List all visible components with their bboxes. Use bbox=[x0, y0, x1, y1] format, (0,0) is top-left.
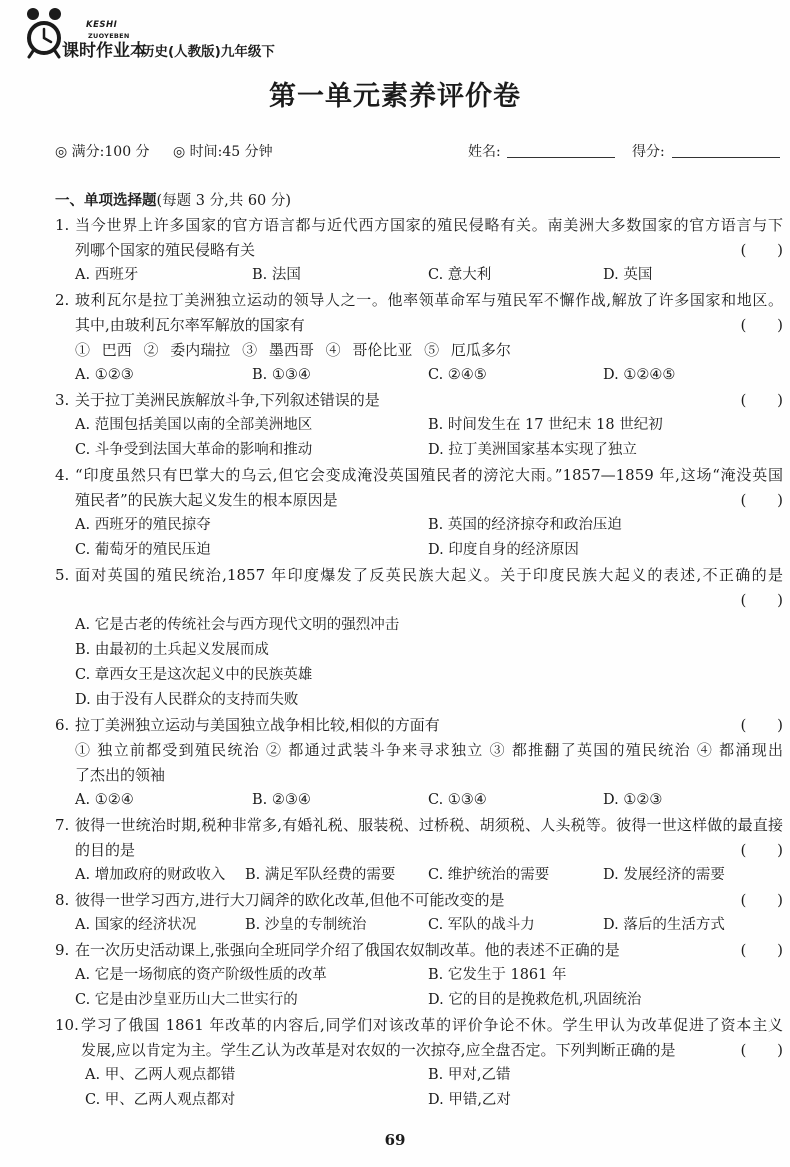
answer-bracket-line bbox=[55, 588, 785, 613]
question-text: 彼得一世统治时期,税种非常多,有婚礼税、服装税、过桥税、胡须税、人头税等。彼得一世这样做的最直接 bbox=[75, 816, 783, 834]
question-text-line bbox=[55, 213, 785, 238]
name-label: 姓名: bbox=[468, 144, 501, 160]
question-text: 彼得一世学习西方,进行大刀阔斧的欧化改革,但他不可能改变的是 bbox=[75, 891, 505, 909]
question-text: 的目的是 bbox=[75, 841, 136, 859]
option-d: D. 英国 bbox=[603, 267, 653, 283]
question-text-line bbox=[55, 888, 785, 913]
exam-info-row bbox=[0, 140, 790, 164]
question-text-line bbox=[55, 238, 785, 263]
options-row bbox=[55, 1063, 785, 1088]
answer-bracket[interactable]: ( ) bbox=[740, 391, 783, 409]
options-row bbox=[55, 1088, 785, 1113]
option-d: D. 它的目的是挽救危机,巩固统治 bbox=[428, 992, 642, 1008]
option-a: A. 西班牙的殖民掠夺 bbox=[75, 517, 211, 533]
question-number: 5. bbox=[55, 566, 70, 584]
question-text: 在一次历史活动课上,张强向全班同学介绍了俄国农奴制改革。他的表述不正确的是 bbox=[75, 941, 620, 959]
section-scoring-note: (每题 3 分,共 60 分) bbox=[156, 193, 292, 209]
option-b: B. 时间发生在 17 世纪末 18 世纪初 bbox=[428, 417, 663, 433]
question-text: 关于拉丁美洲民族解放斗争,下列叙述错误的是 bbox=[75, 391, 380, 409]
question-text: 发展,应以肯定为主。学生乙认为改革是对农奴的一次掠夺,应全盘否定。下列判断正确的是 bbox=[81, 1041, 676, 1059]
question-text: 拉丁美洲独立运动与美国独立战争相比较,相似的方面有 bbox=[75, 716, 440, 734]
option-d: D. ①②④⑤ bbox=[603, 367, 676, 383]
logo-pinyin-top: KESHI bbox=[86, 20, 118, 30]
question-text-line bbox=[55, 463, 785, 488]
alarm-clock-logo-icon bbox=[22, 5, 66, 59]
option-d: D. ①②③ bbox=[603, 792, 663, 808]
option-c: C. 军队的战斗力 bbox=[428, 917, 535, 933]
option-c: C. 甲、乙两人观点都对 bbox=[85, 1092, 236, 1108]
answer-bracket[interactable]: ( ) bbox=[740, 591, 783, 609]
option-c: C. 葡萄牙的殖民压迫 bbox=[75, 542, 211, 558]
option-c: C. 意大利 bbox=[428, 267, 492, 283]
answer-bracket[interactable]: ( ) bbox=[740, 941, 783, 959]
question-text-line bbox=[55, 813, 785, 838]
question-number: 7. bbox=[55, 816, 70, 834]
options-row bbox=[55, 863, 785, 888]
question-text-line bbox=[55, 763, 785, 788]
option-a: A. 它是古老的传统社会与西方现代文明的强烈冲击 bbox=[75, 617, 400, 633]
section-title: 一、单项选择题 bbox=[55, 192, 157, 209]
subject-label: 历史(人教版)九年级下 bbox=[141, 44, 275, 60]
page-title: 第一单元素养评价卷 bbox=[269, 81, 521, 112]
option-a: A. 增加政府的财政收入 bbox=[75, 867, 226, 883]
options-row bbox=[55, 988, 785, 1013]
name-field[interactable] bbox=[507, 142, 615, 158]
question-text: 面对英国的殖民统治,1857 年印度爆发了反英民族大起义。关于印度民族大起义的表述,不正确的是 bbox=[75, 566, 783, 584]
option-b: B. 沙皇的专制统治 bbox=[245, 917, 367, 933]
options-row bbox=[55, 438, 785, 463]
question-text: 其中,由玻利瓦尔率军解放的国家有 bbox=[75, 316, 305, 334]
question-10 bbox=[55, 1013, 785, 1113]
score-label: 得分: bbox=[632, 144, 665, 160]
answer-bracket[interactable]: ( ) bbox=[740, 891, 783, 909]
option-b: B. 满足军队经费的需要 bbox=[245, 867, 396, 883]
option-d: D. 发展经济的需要 bbox=[603, 867, 725, 883]
option-b: B. ①③④ bbox=[252, 367, 311, 383]
question-text: 列哪个国家的殖民侵略有关 bbox=[75, 241, 256, 259]
question-text: 玻利瓦尔是拉丁美洲独立运动的领导人之一。他率领革命军与殖民军不懈作战,解放了许多国家和地区。 bbox=[75, 291, 783, 309]
question-text-line bbox=[55, 1038, 785, 1063]
score-field[interactable] bbox=[672, 142, 780, 158]
question-2 bbox=[55, 288, 785, 388]
question-text-line bbox=[55, 288, 785, 313]
question-number: 9. bbox=[55, 941, 70, 959]
question-text-line bbox=[55, 488, 785, 513]
answer-bracket[interactable]: ( ) bbox=[740, 316, 783, 334]
answer-bracket[interactable]: ( ) bbox=[740, 841, 783, 859]
page-number: 69 bbox=[384, 1131, 406, 1149]
option-c: C. ①③④ bbox=[428, 792, 487, 808]
question-text-line bbox=[55, 388, 785, 413]
option-c: C. 它是由沙皇亚历山大二世实行的 bbox=[75, 992, 298, 1008]
question-1 bbox=[55, 213, 785, 288]
options-row bbox=[55, 913, 785, 938]
question-text: 殖民者”的民族大起义发生的根本原因是 bbox=[75, 491, 338, 509]
answer-bracket[interactable]: ( ) bbox=[740, 491, 783, 509]
answer-bracket[interactable]: ( ) bbox=[740, 716, 783, 734]
option-a: A. 西班牙 bbox=[75, 267, 139, 283]
option-d: D. 甲错,乙对 bbox=[428, 1092, 511, 1108]
options-row bbox=[55, 963, 785, 988]
option-b: B. 它发生于 1861 年 bbox=[428, 967, 567, 983]
option-c: C. ②④⑤ bbox=[428, 367, 487, 383]
option-d: D. 落后的生活方式 bbox=[603, 917, 725, 933]
question-text-line bbox=[55, 938, 785, 963]
question-8 bbox=[55, 888, 785, 938]
answer-bracket[interactable]: ( ) bbox=[740, 1041, 783, 1059]
question-text-line bbox=[55, 738, 785, 763]
question-5 bbox=[55, 563, 785, 713]
question-list bbox=[55, 188, 785, 1113]
question-text-line bbox=[55, 563, 785, 588]
options-row bbox=[55, 638, 785, 663]
option-a: A. ①②④ bbox=[75, 792, 134, 808]
question-number: 4. bbox=[55, 466, 70, 484]
question-text: ① 独立前都受到殖民统治 ② 都通过武装斗争来寻求独立 ③ 都推翻了英国的殖民统治 ④ 都涌现出 bbox=[75, 741, 783, 759]
option-a: A. 甲、乙两人观点都错 bbox=[85, 1067, 236, 1083]
question-text-line bbox=[55, 1013, 785, 1038]
answer-bracket[interactable]: ( ) bbox=[740, 241, 783, 259]
question-text-line bbox=[55, 313, 785, 338]
question-text-line bbox=[55, 838, 785, 863]
logo-pinyin-bottom: ZUOYEBEN bbox=[88, 32, 130, 40]
question-7 bbox=[55, 813, 785, 888]
time-limit-label: ◎ 时间:45 分钟 bbox=[173, 144, 273, 160]
section-heading bbox=[55, 188, 785, 213]
options-row bbox=[55, 663, 785, 688]
option-c: C. 维护统治的需要 bbox=[428, 867, 550, 883]
question-text-line bbox=[55, 713, 785, 738]
option-d: D. 印度自身的经济原因 bbox=[428, 542, 579, 558]
question-9 bbox=[55, 938, 785, 1013]
options-row bbox=[55, 538, 785, 563]
full-score-label: ◎ 满分:100 分 bbox=[55, 144, 150, 160]
option-a: A. ①②③ bbox=[75, 367, 134, 383]
question-text: 当今世界上许多国家的官方语言都与近代西方国家的殖民侵略有关。南美洲大多数国家的官方语言与下 bbox=[75, 216, 783, 234]
question-items: ① 巴西 ② 委内瑞拉 ③ 墨西哥 ④ 哥伦比亚 ⑤ 厄瓜多尔 bbox=[75, 341, 511, 359]
question-number: 8. bbox=[55, 891, 70, 909]
options-row bbox=[55, 413, 785, 438]
question-items-line bbox=[55, 338, 785, 363]
option-b: B. ②③④ bbox=[252, 792, 311, 808]
option-d: D. 拉丁美洲国家基本实现了独立 bbox=[428, 442, 637, 458]
option-c: C. 斗争受到法国大革命的影响和推动 bbox=[75, 442, 313, 458]
option-b: B. 法国 bbox=[252, 267, 301, 283]
option-b: B. 甲对,乙错 bbox=[428, 1067, 511, 1083]
question-3 bbox=[55, 388, 785, 463]
option-a: A. 它是一场彻底的资产阶级性质的改革 bbox=[75, 967, 327, 983]
option-c: C. 章西女王是这次起义中的民族英雄 bbox=[75, 667, 313, 683]
question-text: “印度虽然只有巴掌大的乌云,但它会变成淹没英国殖民者的滂沱大雨。”1857—1859 年,这场“淹没英国 bbox=[75, 466, 783, 484]
option-b: B. 英国的经济掠夺和政治压迫 bbox=[428, 517, 622, 533]
options-row bbox=[55, 263, 785, 288]
options-row bbox=[55, 788, 785, 813]
option-a: A. 国家的经济状况 bbox=[75, 917, 197, 933]
question-number: 6. bbox=[55, 716, 70, 734]
option-d: D. 由于没有人民群众的支持而失败 bbox=[75, 692, 299, 708]
question-4 bbox=[55, 463, 785, 563]
question-number: 1. bbox=[55, 216, 70, 234]
question-number: 2. bbox=[55, 291, 70, 309]
option-a: A. 范围包括美国以南的全部美洲地区 bbox=[75, 417, 313, 433]
question-number: 10. bbox=[55, 1016, 79, 1034]
options-row bbox=[55, 688, 785, 713]
question-number: 3. bbox=[55, 391, 70, 409]
question-text: 了杰出的领袖 bbox=[75, 766, 166, 784]
brand-name: 课时作业本 bbox=[62, 41, 147, 61]
options-row bbox=[55, 613, 785, 638]
options-row bbox=[55, 513, 785, 538]
option-b: B. 由最初的土兵起义发展而成 bbox=[75, 642, 269, 658]
question-text: 学习了俄国 1861 年改革的内容后,同学们对该改革的评价争论不休。学生甲认为改革促进了资本主义 bbox=[81, 1016, 783, 1034]
question-6 bbox=[55, 713, 785, 813]
options-row bbox=[55, 363, 785, 388]
